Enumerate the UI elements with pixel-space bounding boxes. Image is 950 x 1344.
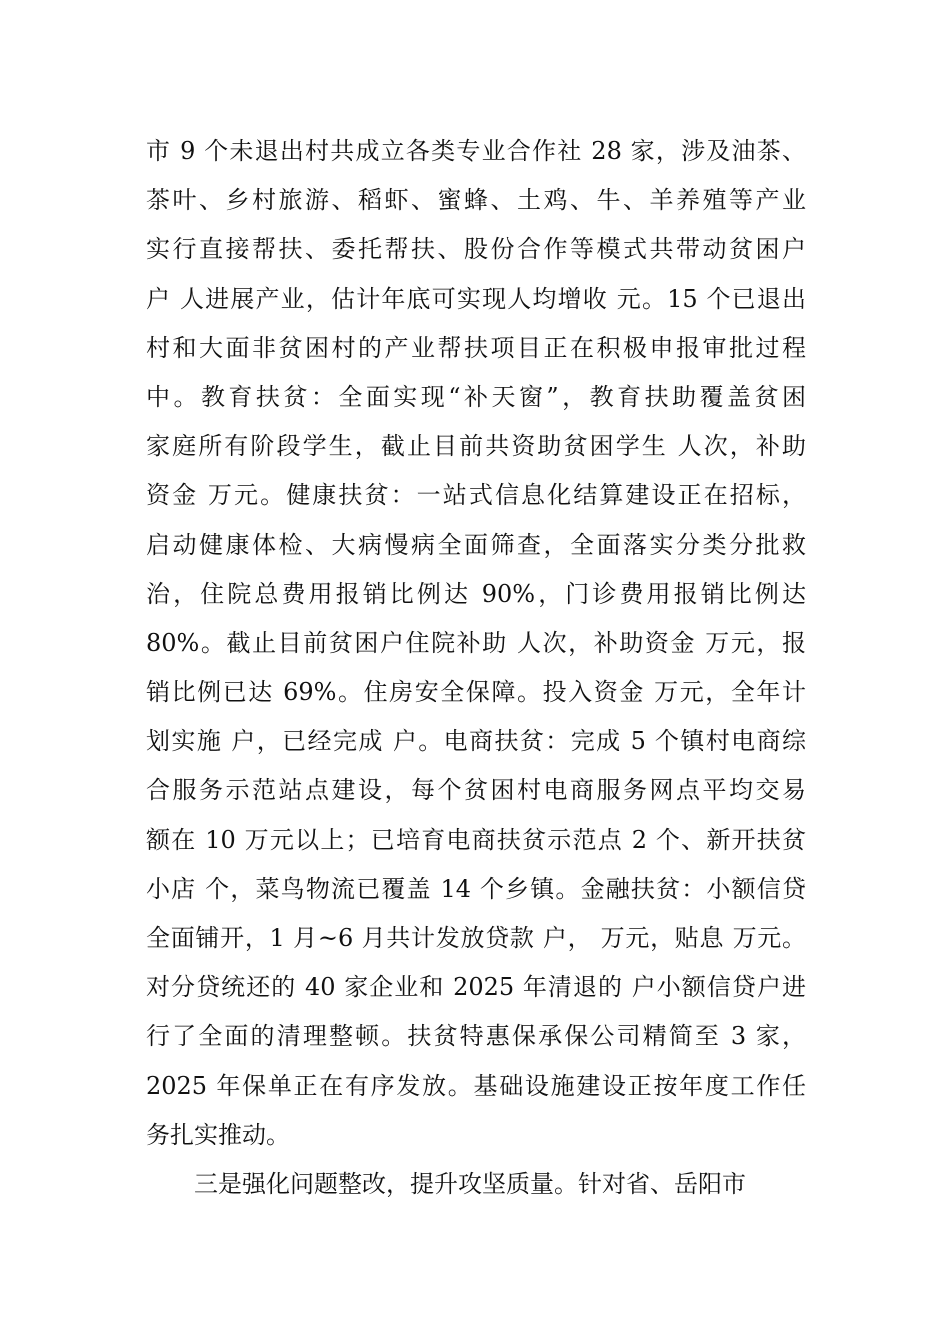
paragraph-line: 家庭所有阶段学生，截止目前共资助贫困学生 人次，补助 [146, 432, 806, 461]
paragraph-line: 治，住院总费用报销比例达 90%，门诊费用报销比例达 [146, 579, 806, 608]
paragraph-line: 2025 年保单正在有序发放。基础设施建设正按年度工作任 [146, 1071, 806, 1100]
body-text [146, 127, 806, 1209]
paragraph-line: 实行直接帮扶、委托帮扶、股份合作等模式共带动贫困户 [146, 235, 806, 264]
paragraph-line: 行了全面的清理整顿。扶贫特惠保承保公司精简至 3 家， [146, 1022, 806, 1051]
paragraph-line: 市 9 个未退出村共成立各类专业合作社 28 家，涉及油茶、 [146, 137, 806, 165]
paragraph-line: 额在 10 万元以上；已培育电商扶贫示范点 2 个、新开扶贫 [146, 825, 806, 854]
paragraph-line: 资金 万元。健康扶贫：一站式信息化结算建设正在招标， [146, 481, 806, 510]
paragraph-line: 全面铺开，1 月~6 月共计发放贷款 户， 万元，贴息 万元。 [146, 924, 806, 952]
paragraph-line: 合服务示范站点建设，每个贫困村电商服务网点平均交易 [146, 776, 806, 805]
paragraph-line: 务扎实推动。 [146, 1120, 290, 1149]
paragraph-line: 中。教育扶贫：全面实现“补天窗”，教育扶助覆盖贫困 [146, 382, 806, 411]
paragraph-line: 茶叶、乡村旅游、稻虾、蜜蜂、土鸡、牛、羊养殖等产业 [146, 186, 806, 215]
paragraph-line: 启动健康体检、大病慢病全面筛查，全面落实分类分批救 [146, 530, 806, 559]
paragraph-line: 小店 个，菜鸟物流已覆盖 14 个乡镇。金融扶贫：小额信贷 [146, 874, 806, 903]
paragraph-line: 划实施 户，已经完成 户。电商扶贫：完成 5 个镇村电商综 [146, 727, 806, 756]
paragraph-line: 销比例已达 69%。住房安全保障。投入资金 万元，全年计 [146, 678, 806, 707]
paragraph-line: 三是强化问题整改，提升攻坚质量。针对省、岳阳市 [194, 1169, 746, 1198]
paragraph-line: 户 人进展产业，估计年底可实现人均增收 元。15 个已退出 [146, 284, 806, 313]
paragraph-line: 对分贷统还的 40 家企业和 2025 年清退的 户小额信贷户进 [146, 973, 806, 1002]
paragraph-line: 村和大面非贫困村的产业帮扶项目正在积极申报审批过程 [146, 333, 806, 362]
paragraph-line: 80%。截止目前贫困户住院补助 人次，补助资金 万元，报 [146, 628, 806, 657]
